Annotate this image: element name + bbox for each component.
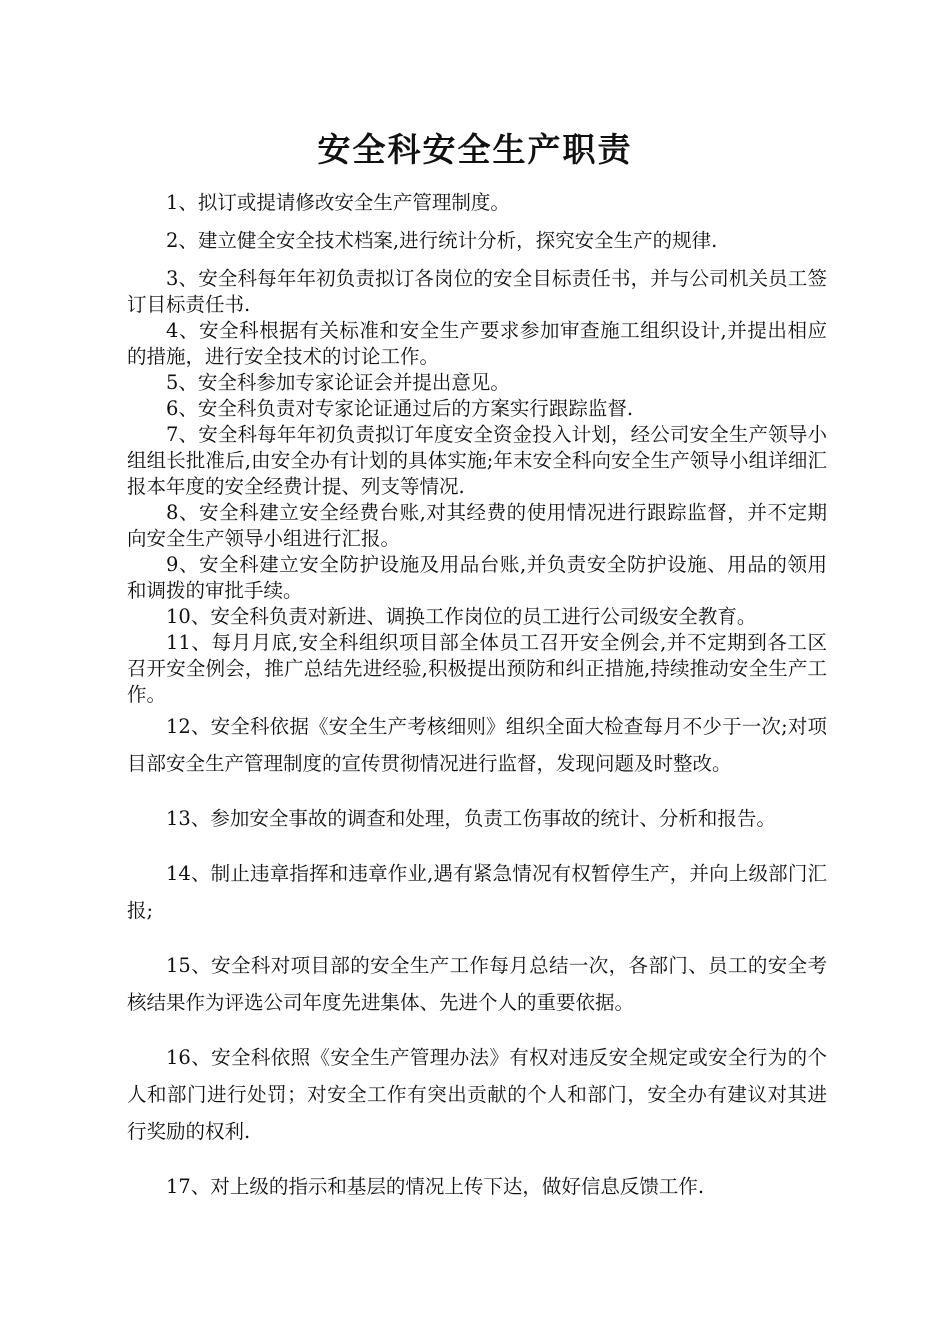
paragraph-8: 8、安全科建立安全经费台账,对其经费的使用情况进行跟踪监督，并不定期向安全生产领导小组进行汇报。: [127, 501, 827, 550]
paragraph-10: 10、安全科负责对新进、调换工作岗位的员工进行公司级安全教育。: [166, 605, 757, 628]
paragraph-11: 11、每月月底,安全科组织项目部全体员工召开安全例会,并不定期到各工区召开安全例会，推广总结先进经验,积极提出预防和纠正措施,持续推动安全生产工作。: [127, 631, 827, 706]
paragraph-14: 14、制止违章指挥和违章作业,遇有紧急情况有权暂停生产，并向上级部门汇报;: [127, 862, 827, 922]
paragraph-9: 9、安全科建立安全防护设施及用品台账,并负责安全防护设施、用品的领用和调拨的审批手续。: [127, 553, 827, 602]
paragraph-3: 3、安全科每年年初负责拟订各岗位的安全目标责任书，并与公司机关员工签订目标责任书.: [127, 267, 827, 316]
paragraph-1: 1、拟订或提请修改安全生产管理制度。: [166, 191, 510, 214]
paragraph-15: 15、安全科对项目部的安全生产工作每月总结一次，各部门、员工的安全考核结果作为评选公司年度先进集体、先进个人的重要依据。: [127, 954, 827, 1014]
paragraph-5: 5、安全科参加专家论证会并提出意见。: [166, 371, 510, 394]
paragraph-16: 16、安全科依照《安全生产管理办法》有权对违反安全规定或安全行为的个人和部门进行处罚；对安全工作有突出贡献的个人和部门，安全办有建议对其进行奖励的权利.: [127, 1046, 827, 1143]
paragraph-2: 2、建立健全安全技术档案,进行统计分析，探究安全生产的规律.: [166, 229, 718, 252]
paragraph-17: 17、对上级的指示和基层的情况上传下达，做好信息反馈工作.: [166, 1175, 705, 1198]
paragraph-6: 6、安全科负责对专家论证通过后的方案实行跟踪监督.: [166, 397, 634, 420]
paragraph-12: 12、安全科依据《安全生产考核细则》组织全面大检查每月不少于一次;对项目部安全生产管理制度的宣传贯彻情况进行监督，发现问题及时整改。: [127, 715, 827, 775]
paragraph-4: 4、安全科根据有关标准和安全生产要求参加审查施工组织设计,并提出相应的措施，进行安全技术的讨论工作。: [127, 319, 827, 368]
paragraph-7: 7、安全科每年年初负责拟订年度安全资金投入计划，经公司安全生产领导小组组长批准后,由安全办有计划的具体实施;年末安全科向安全生产领导小组详细汇报本年度的安全经费计提、列支等情况.: [127, 423, 827, 498]
paragraph-13: 13、参加安全事故的调查和处理，负责工伤事故的统计、分析和报告。: [166, 807, 776, 830]
document-title: 安全科安全生产职责: [317, 130, 633, 169]
document-body: [127, 190, 827, 1205]
